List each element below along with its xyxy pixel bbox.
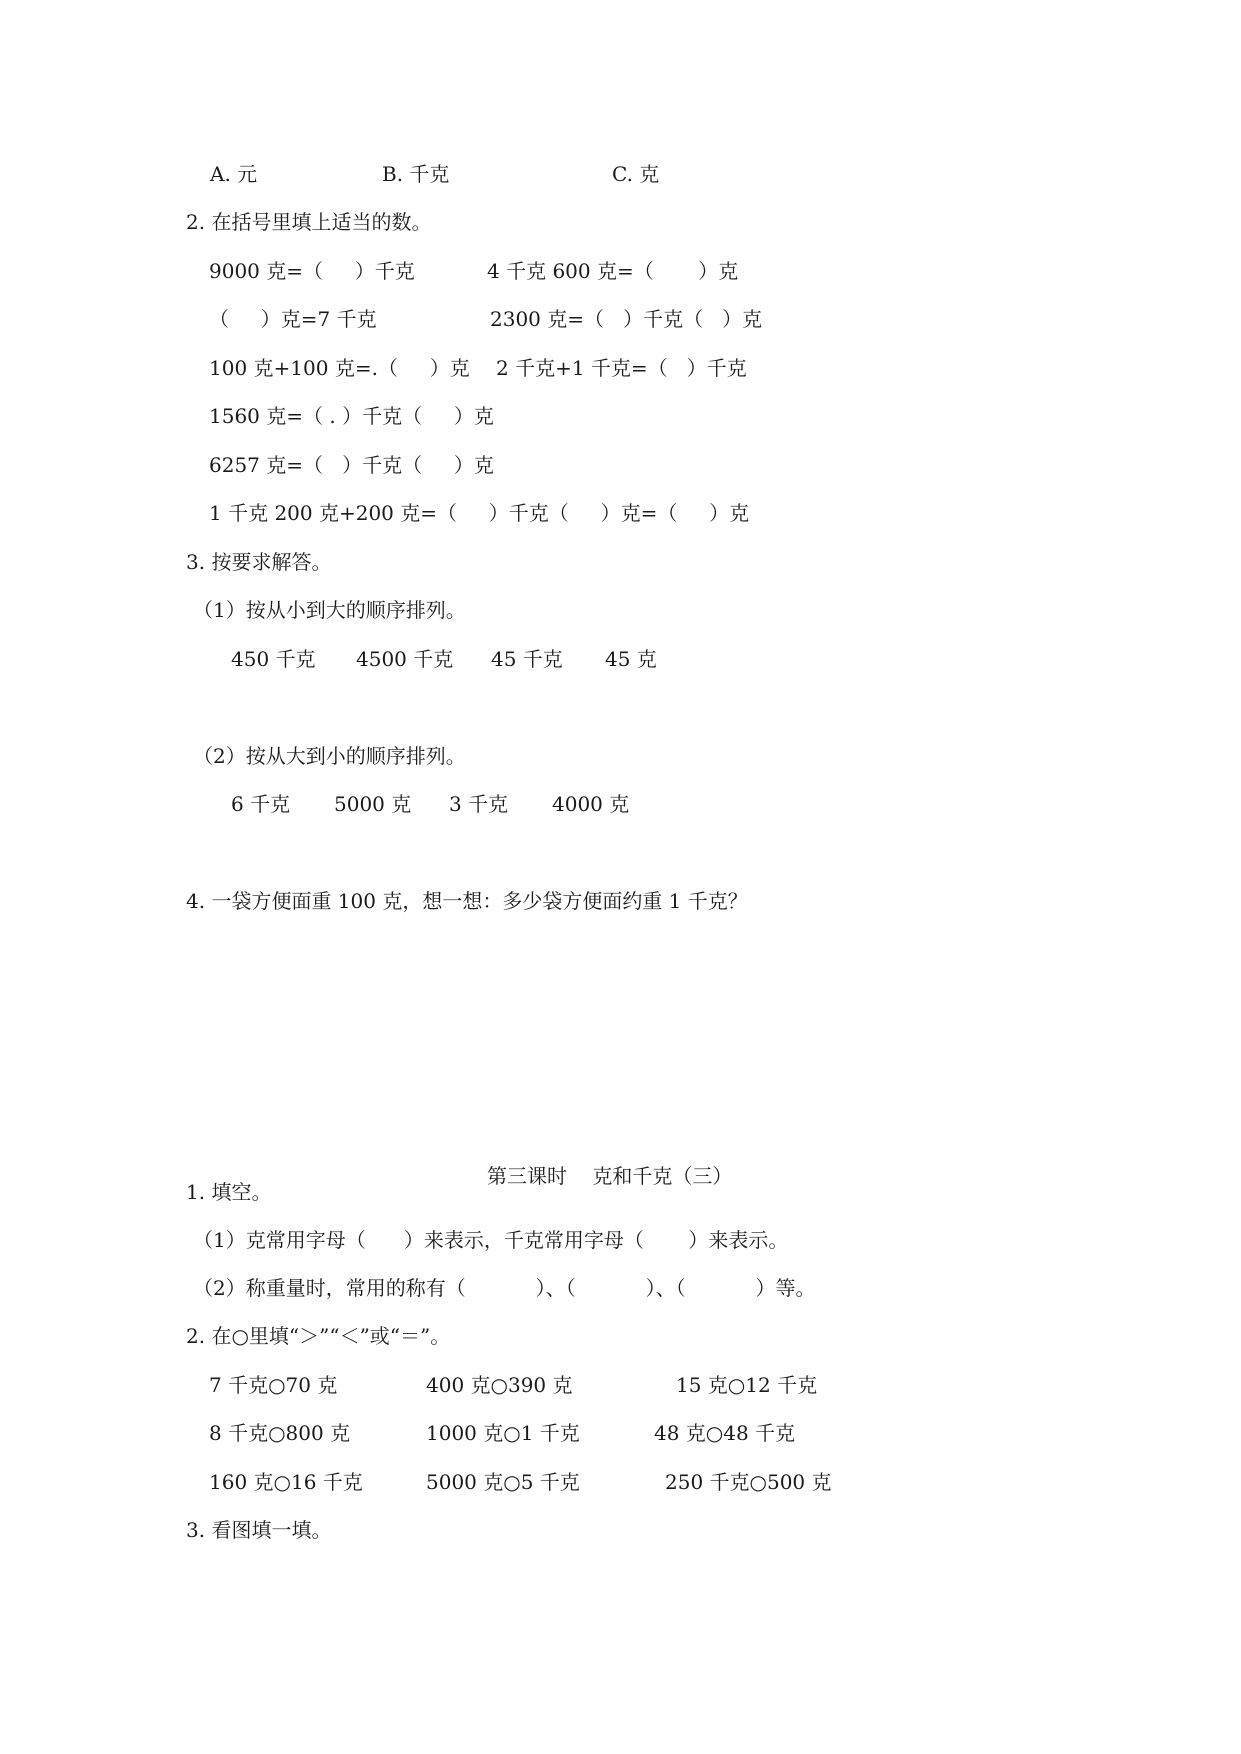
- compare-item: 400 克○390 克: [426, 1373, 573, 1397]
- q3-row2-item: 3 千克: [449, 792, 509, 816]
- q3-row2-item: 5000 克: [334, 792, 412, 816]
- compare-item: 160 克○16 千克: [209, 1470, 363, 1494]
- q3-row2-item: 6 千克: [231, 792, 291, 816]
- section-q1-title: 1. 填空。: [186, 1180, 272, 1204]
- q2-line-2a: （ ）克=7 千克: [209, 307, 377, 331]
- q3-row1-item: 450 千克: [231, 647, 316, 671]
- option-a: A. 元: [210, 162, 258, 186]
- question-2-title: 2. 在括号里填上适当的数。: [186, 210, 432, 234]
- section-q3-title: 3. 看图填一填。: [186, 1518, 332, 1542]
- q2-line-3b: 2 千克+1 千克=（ ）千克: [496, 356, 747, 380]
- q2-line-6: 1 千克 200 克+200 克=（ ）千克（ ）克=（ ）克: [209, 501, 750, 525]
- q3-row1-item: 45 克: [605, 647, 657, 671]
- section-title: 第三课时 克和千克（三）: [487, 1164, 733, 1188]
- option-b: B. 千克: [382, 162, 450, 186]
- compare-item: 1000 克○1 千克: [426, 1421, 580, 1445]
- compare-item: 48 克○48 千克: [654, 1421, 796, 1445]
- option-c: C. 克: [612, 162, 660, 186]
- q2-line-2b: 2300 克=（ ）千克（ ）克: [490, 307, 763, 331]
- compare-item: 250 千克○500 克: [665, 1470, 832, 1494]
- q3-sub-1: （1）按从小到大的顺序排列。: [193, 598, 466, 622]
- q3-row2-item: 4000 克: [552, 792, 630, 816]
- q2-line-4: 1560 克=（ . ）千克（ ）克: [209, 404, 494, 428]
- compare-item: 8 千克○800 克: [209, 1421, 351, 1445]
- q2-line-1a: 9000 克=（ ）千克: [209, 259, 415, 283]
- section-q2-title: 2. 在○里填“＞”“＜”或“＝”。: [186, 1324, 451, 1348]
- question-4-title: 4. 一袋方便面重 100 克，想一想：多少袋方便面约重 1 千克？: [186, 889, 748, 913]
- q3-row1-item: 45 千克: [491, 647, 563, 671]
- compare-item: 7 千克○70 克: [209, 1373, 338, 1397]
- q2-line-3a: 100 克+100 克=.（ ）克: [209, 356, 470, 380]
- q3-row1-item: 4500 千克: [356, 647, 454, 671]
- question-3-title: 3. 按要求解答。: [186, 550, 332, 574]
- q2-line-1b: 4 千克 600 克=（ ）克: [487, 259, 739, 283]
- q2-line-5: 6257 克=（ ）千克（ ）克: [209, 453, 494, 477]
- compare-item: 15 克○12 千克: [676, 1373, 818, 1397]
- section-q1-part1: （1）克常用字母（ ）来表示，千克常用字母（ ）来表示。: [193, 1228, 789, 1252]
- section-q1-part2: （2）称重量时，常用的称有（ ）、（ ）、（ ）等。: [193, 1276, 816, 1300]
- q3-sub-2: （2）按从大到小的顺序排列。: [193, 744, 466, 768]
- compare-item: 5000 克○5 千克: [426, 1470, 580, 1494]
